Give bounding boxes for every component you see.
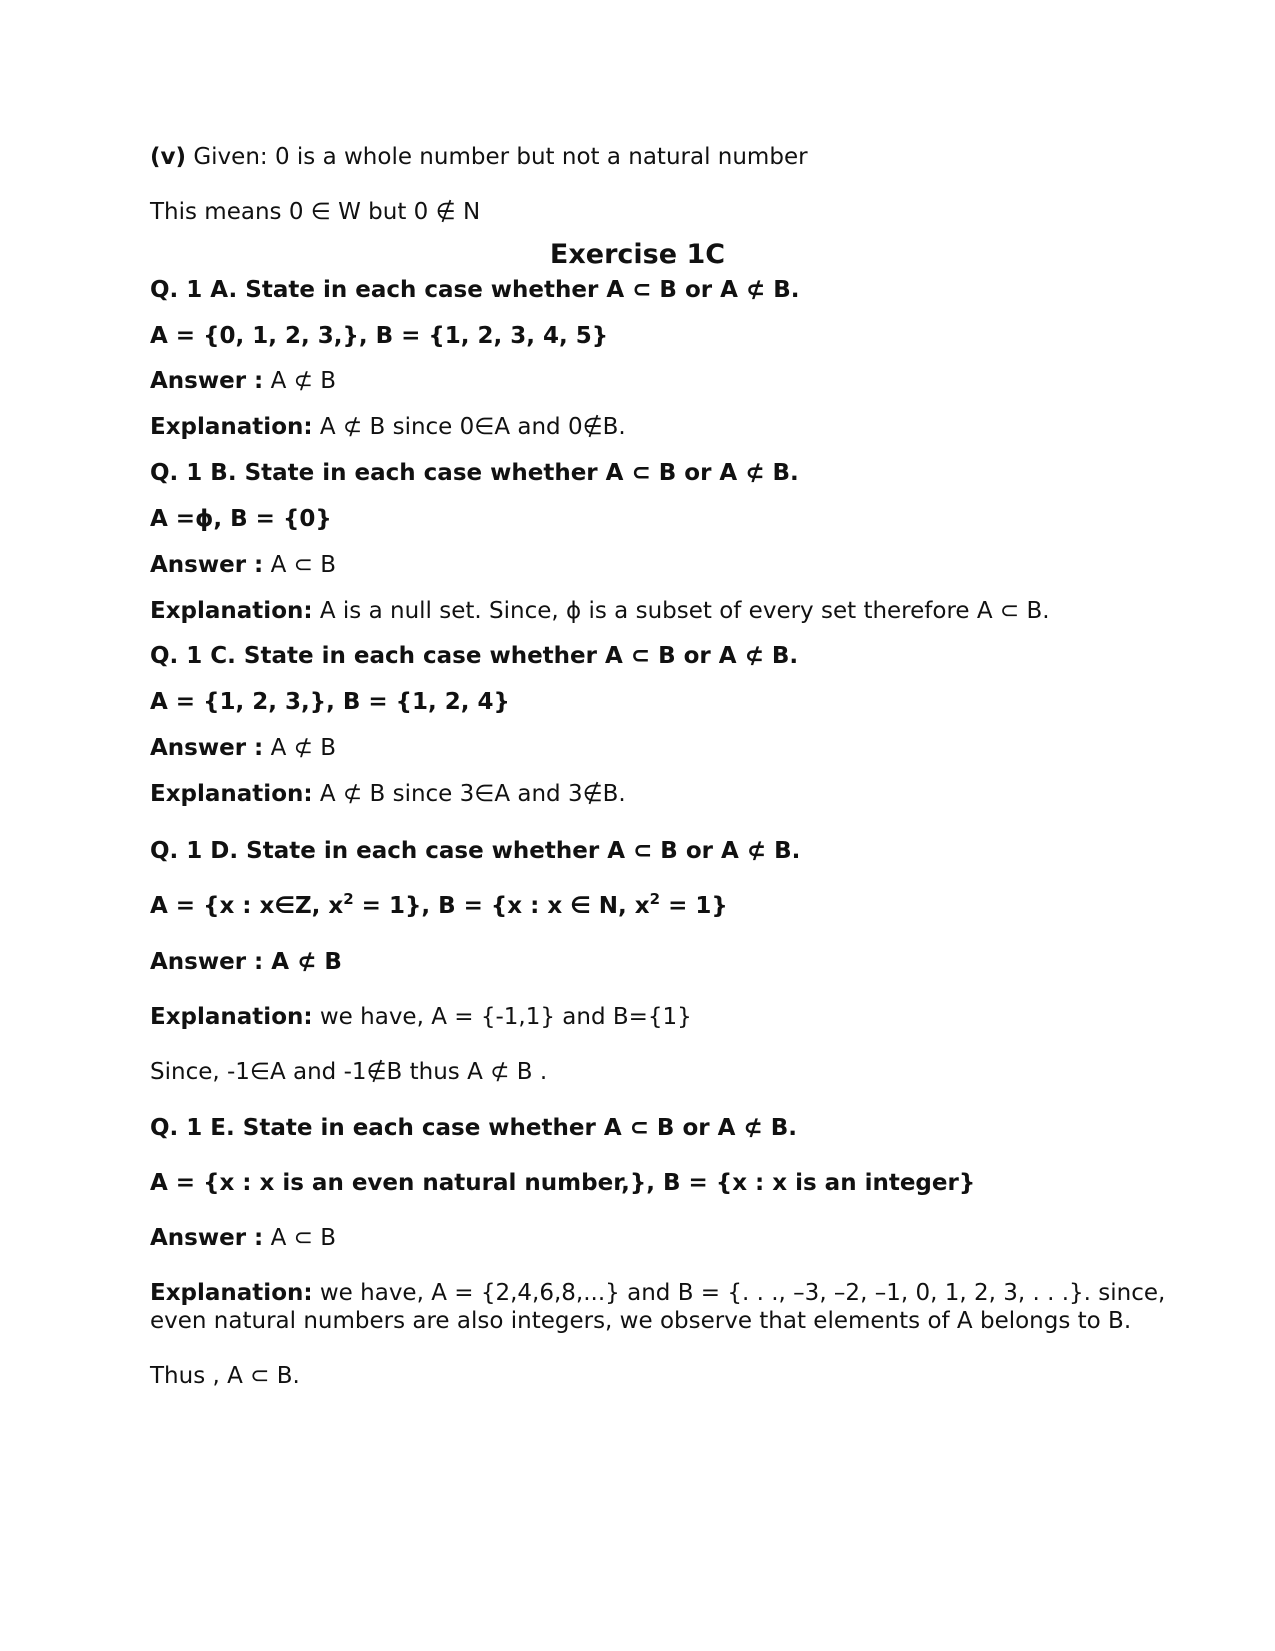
intro-given-text: Given: 0 is a whole number but not a natural number — [186, 144, 808, 170]
q1b-sets: A =ϕ, B = {0} — [150, 506, 332, 532]
q1d-explanation: we have, A = {-1,1} and B={1} — [312, 1004, 692, 1030]
q1c-answer-line — [150, 733, 336, 763]
q1b-explanation: A is a null set. Since, ϕ is a subset of every set therefore A ⊂ B. — [312, 598, 1050, 624]
q1e-answer-line — [150, 1223, 336, 1253]
intro-given-line — [150, 142, 808, 172]
q1a-explanation-label: Explanation: — [150, 414, 313, 440]
q1c-explanation: A ⊄ B since 3∈A and 3∉B. — [312, 781, 626, 807]
q1d-exponent-2: 2 — [649, 890, 661, 908]
q1e-answer-label: Answer : — [150, 1225, 264, 1251]
intro-label: (v) — [150, 144, 187, 170]
intro-means-line: This means 0 ∈ W but 0 ∉ N — [150, 199, 481, 225]
q1c-answer: A ⊄ B — [263, 735, 336, 761]
q1e-explanation-1: we have, A = {2,4,6,8,...} and B = {. . ., –3, –2, –1, 0, 1, 2, 3, . . .}. since, — [312, 1280, 1166, 1306]
q1b-question: Q. 1 B. State in each case whether A ⊂ B or A ⊄ B. — [150, 460, 799, 486]
q1a-question: Q. 1 A. State in each case whether A ⊂ B or A ⊄ B. — [150, 277, 800, 303]
q1c-question: Q. 1 C. State in each case whether A ⊂ B or A ⊄ B. — [150, 643, 799, 669]
q1d-since-line: Since, -1∈A and -1∉B thus A ⊄ B . — [150, 1059, 548, 1085]
q1c-explanation-label: Explanation: — [150, 781, 313, 807]
q1a-answer-label: Answer : — [150, 368, 264, 394]
q1d-sets-part2: = 1}, B = {x : x ∈ N, x — [353, 893, 650, 919]
q1b-explanation-label: Explanation: — [150, 598, 313, 624]
q1e-sets: A = {x : x is an even natural number,}, B = {x : x is an integer} — [150, 1170, 976, 1196]
q1a-answer: A ⊄ B — [263, 368, 336, 394]
q1d-sets — [150, 891, 728, 921]
q1e-explanation-label: Explanation: — [150, 1280, 313, 1306]
q1e-explanation-line-1 — [150, 1278, 1165, 1308]
exercise-title: Exercise 1C — [549, 239, 726, 270]
q1a-answer-line — [150, 366, 336, 396]
q1c-answer-label: Answer : — [150, 735, 264, 761]
q1b-answer: A ⊂ B — [263, 552, 336, 578]
q1b-answer-label: Answer : — [150, 552, 264, 578]
q1d-explanation-line — [150, 1002, 692, 1032]
q1c-sets: A = {1, 2, 3,}, B = {1, 2, 4} — [150, 689, 510, 715]
q1e-answer: A ⊂ B — [263, 1225, 336, 1251]
q1d-sets-part1: A = {x : x∈Z, x — [150, 893, 344, 919]
q1c-explanation-line — [150, 779, 626, 809]
q1a-sets: A = {0, 1, 2, 3,}, B = {1, 2, 3, 4, 5} — [150, 323, 609, 349]
q1e-explanation-line-2: even natural numbers are also integers, we observe that elements of A belongs to B. — [150, 1308, 1132, 1334]
q1d-sets-part3: = 1} — [660, 893, 728, 919]
q1e-thus-line: Thus , A ⊂ B. — [150, 1363, 300, 1389]
q1a-explanation-line — [150, 412, 626, 442]
q1d-exponent-1: 2 — [343, 890, 354, 908]
q1d-answer: Answer : A ⊄ B — [150, 949, 342, 975]
q1a-explanation: A ⊄ B since 0∈A and 0∉B. — [312, 414, 626, 440]
q1e-question: Q. 1 E. State in each case whether A ⊂ B or A ⊄ B. — [150, 1115, 797, 1141]
q1d-explanation-label: Explanation: — [150, 1004, 313, 1030]
q1d-question: Q. 1 D. State in each case whether A ⊂ B or A ⊄ B. — [150, 838, 801, 864]
q1b-explanation-line — [150, 596, 1050, 626]
q1b-answer-line — [150, 550, 336, 580]
